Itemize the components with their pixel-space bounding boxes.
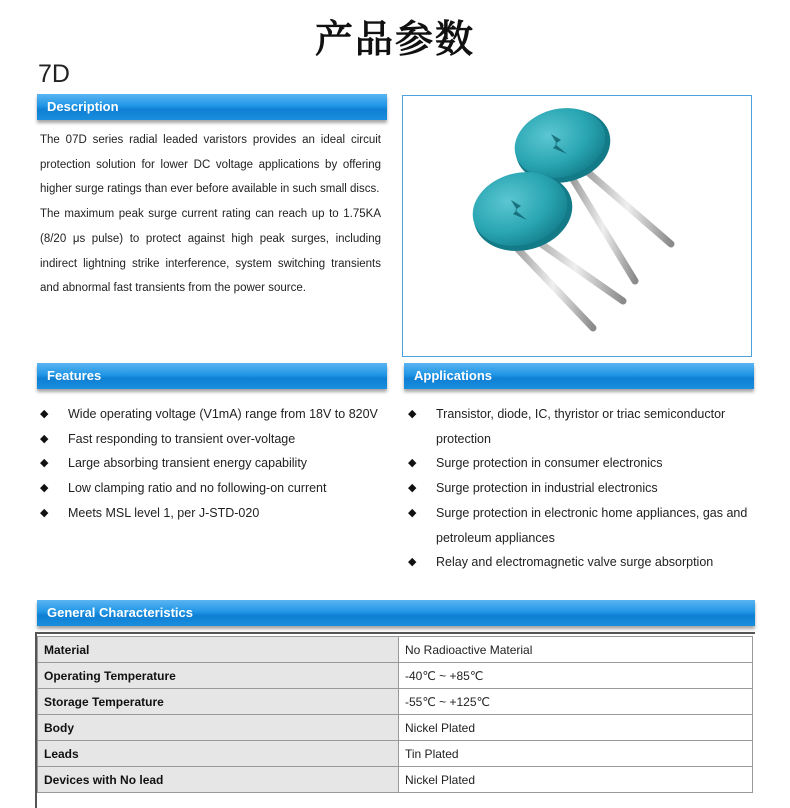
list-item [408, 550, 758, 575]
feature-text: Meets MSL level 1, per J-STD-020 [68, 505, 260, 520]
page-title: 产品参数 [314, 17, 475, 61]
row-value: -40℃ ~ +85℃ [399, 663, 753, 689]
varistor-image [403, 96, 751, 356]
feature-text: Low clamping ratio and no following-on current [68, 481, 327, 496]
list-item [40, 501, 390, 526]
list-item [408, 451, 758, 476]
description-text [40, 128, 381, 301]
feature-text: Wide operating voltage (V1mA) range from 18V to 820V [68, 407, 378, 421]
description-paragraph: The 07D series radial leaded varistors provides an ideal circuit protection solution for lower DC voltage applications by offering higher surge ratings than ever before available in such small discs. [40, 134, 381, 196]
characteristics-table [37, 636, 753, 793]
row-key: Material [38, 637, 399, 663]
row-key: Leads [38, 741, 399, 767]
table-row [38, 715, 753, 741]
row-value: Nickel Plated [399, 715, 753, 741]
application-text: Surge protection in industrial electronics [436, 481, 658, 496]
row-value: No Radioactive Material [399, 637, 753, 663]
table-row [38, 741, 753, 767]
diamond-bullet-icon: ◆ [40, 457, 49, 470]
diamond-bullet-icon: ◆ [40, 506, 49, 519]
diamond-bullet-icon: ◆ [408, 457, 417, 470]
row-key: Operating Temperature [38, 663, 399, 689]
application-text: Relay and electromagnetic valve surge absorption [436, 555, 714, 570]
row-key: Devices with No lead [38, 767, 399, 793]
row-value: -55℃ ~ +125℃ [399, 689, 753, 715]
applications-list [408, 402, 758, 575]
feature-text: Fast responding to transient over-voltage [68, 431, 296, 446]
applications-header: Applications [404, 363, 754, 389]
general-characteristics-header: General Characteristics [37, 600, 755, 626]
diamond-bullet-icon: ◆ [40, 432, 49, 445]
diamond-bullet-icon: ◆ [408, 556, 417, 569]
list-item [40, 402, 390, 427]
diamond-bullet-icon: ◆ [408, 408, 417, 420]
diamond-bullet-icon: ◆ [40, 482, 49, 495]
row-key: Storage Temperature [38, 689, 399, 715]
table-row [38, 663, 753, 689]
features-list [40, 402, 390, 526]
application-text: Surge protection in electronic home appliances, gas and petroleum appliances [436, 505, 748, 545]
list-item [408, 501, 758, 550]
list-item [40, 427, 390, 452]
features-header: Features [37, 363, 387, 389]
list-item [408, 476, 758, 501]
application-text: Transistor, diode, IC, thyristor or triac semiconductor protection [436, 407, 726, 446]
description-header: Description [37, 94, 387, 120]
row-value: Nickel Plated [399, 767, 753, 793]
row-key: Body [38, 715, 399, 741]
list-item [408, 402, 758, 451]
list-item [40, 451, 390, 476]
application-text: Surge protection in consumer electronics [436, 456, 663, 471]
table-row [38, 689, 753, 715]
diamond-bullet-icon: ◆ [40, 408, 49, 420]
list-item [40, 476, 390, 501]
description-paragraph: The maximum peak surge current rating can reach up to 1.75KA (8/20 μs pulse) to protect against high peak surges, including indirect lightning strike interference, system switching transients and abnormal fast transients from the power source. [40, 208, 381, 295]
table-row [38, 767, 753, 793]
feature-text: Large absorbing transient energy capability [68, 456, 308, 471]
series-code: 7D [38, 60, 70, 88]
diamond-bullet-icon: ◆ [408, 482, 417, 495]
diamond-bullet-icon: ◆ [408, 506, 417, 519]
table-row [38, 637, 753, 663]
row-value: Tin Plated [399, 741, 753, 767]
product-photo [402, 95, 752, 357]
